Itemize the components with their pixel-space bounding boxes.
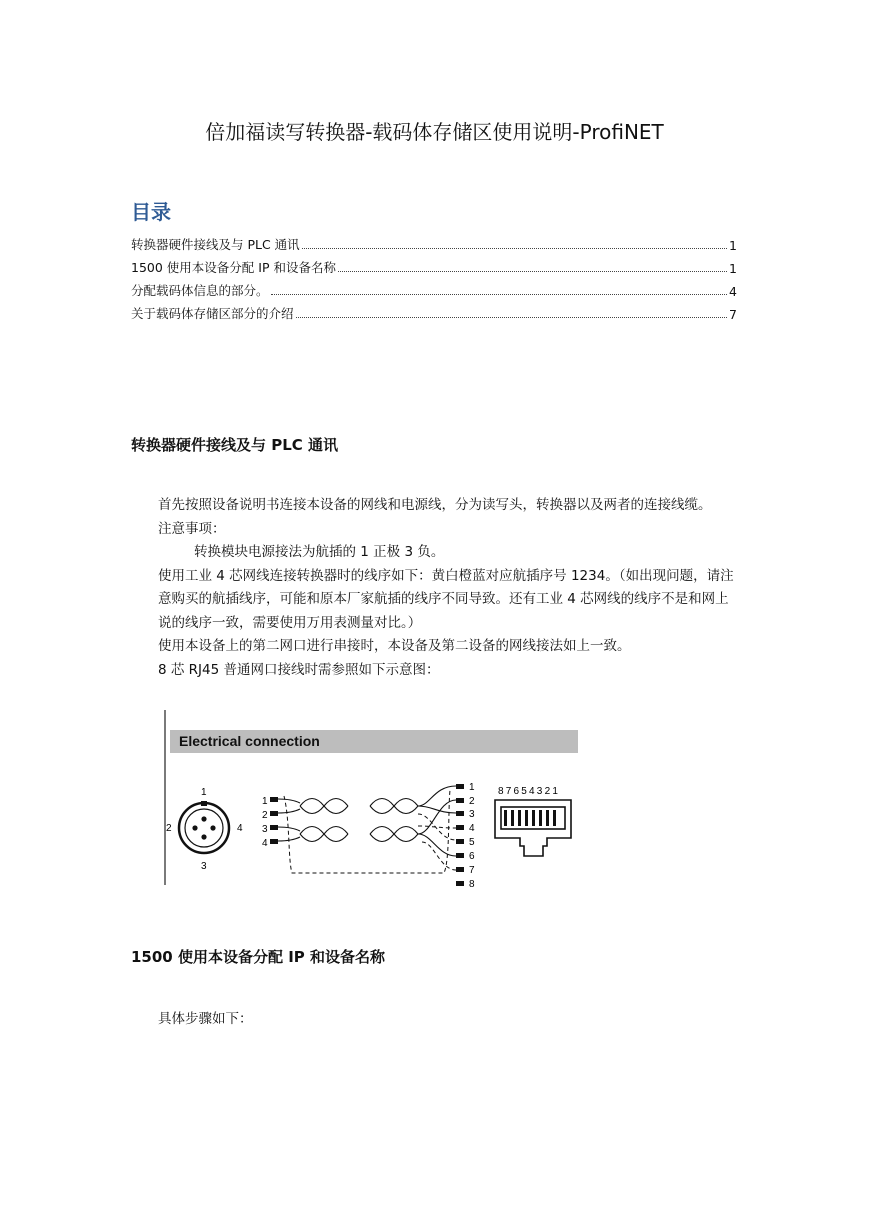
rj45-socket-icon (495, 800, 571, 856)
cable-right-pin-label: 8 (469, 879, 475, 890)
section-heading-ip-assignment: 1500 使用本设备分配 IP 和设备名称 (131, 948, 385, 966)
body-paragraph: 使用本设备上的第二网口进行串接时，本设备及第二设备的网线接法如上一致。 (158, 638, 631, 654)
toc-entry[interactable] (131, 302, 737, 322)
toc-entry-text: 转换器硬件接线及与 PLC 通讯 (131, 237, 300, 252)
diagram-header: Electrical connection (179, 733, 320, 749)
m12-connector-icon (179, 801, 229, 853)
section-body-hardware (158, 494, 740, 682)
document-title: 倍加福读写转换器-载码体存储区使用说明-ProfiNET (205, 120, 664, 144)
m12-pin-label: 4 (237, 823, 243, 834)
toc-entry[interactable] (131, 233, 737, 253)
electrical-connection-diagram (164, 710, 584, 896)
toc-leader-dots (271, 294, 728, 295)
body-paragraph: 具体步骤如下： (158, 1011, 253, 1027)
rj45-contacts (504, 810, 556, 826)
toc-leader-dots (302, 248, 727, 249)
section-body-ip-assignment (158, 1008, 740, 1032)
body-paragraph: 使用工业 4 芯网线连接转换器时的线序如下：黄白橙蓝对应航插序号 1234。（如出现问题，请注意购买的航插线序，可能和原本厂家航插的线序不同导致。还有工业 4 芯网线的线序不是和网上说的线序一致，需要使用万用表测量对比。） (158, 567, 734, 631)
toc-leader-dots (338, 271, 727, 272)
cable-left-pin-label: 2 (262, 810, 268, 821)
body-paragraph: 注意事项： (158, 520, 226, 537)
wiring-diagram-svg (164, 710, 584, 896)
cable-left-pin-label: 3 (262, 824, 268, 835)
section-heading-hardware: 转换器硬件接线及与 PLC 通讯 (131, 436, 339, 454)
cable-right-pin-label: 4 (469, 823, 475, 834)
toc-entry-text: 1500 使用本设备分配 IP 和设备名称 (131, 260, 336, 275)
cable-left-pin-label: 4 (262, 838, 268, 849)
cable-right-pin-label: 2 (469, 796, 475, 807)
m12-pin-label: 2 (166, 823, 172, 834)
cable-left-pin-label: 1 (262, 796, 268, 807)
cable-right-pin-label: 3 (469, 809, 475, 820)
cable-right-pin-label: 7 (469, 865, 475, 876)
cable-left-pins (262, 796, 278, 849)
cable-right-pin-label: 6 (469, 851, 475, 862)
toc-leader-dots (296, 317, 728, 318)
cable-right-pin-label: 1 (469, 782, 475, 793)
toc-entry-text: 分配载码体信息的部分。 (131, 283, 269, 298)
toc-entry[interactable] (131, 256, 737, 276)
rj45-pin-numbers: 87654321 (498, 786, 561, 797)
toc-entry-page: 1 (729, 238, 737, 253)
body-paragraph: 转换模块电源接法为航插的 1 正极 3 负。 (194, 544, 445, 560)
body-paragraph: 8 芯 RJ45 普通网口接线时需参照如下示意图： (158, 661, 440, 678)
m12-pin-label: 1 (201, 787, 207, 798)
toc-entry-page: 1 (729, 261, 737, 276)
toc-entry-page: 4 (729, 284, 737, 299)
toc-entry-page: 7 (729, 307, 737, 322)
toc-entry-text: 关于载码体存储区部分的介绍 (131, 306, 294, 321)
toc-entry[interactable] (131, 279, 737, 299)
shield-dashed-line (284, 790, 456, 873)
m12-pin-label: 3 (201, 861, 207, 872)
cable-right-pin-label: 5 (469, 837, 475, 848)
toc-heading: 目录 (131, 200, 171, 224)
cable-right-pins (456, 782, 475, 890)
body-paragraph: 首先按照设备说明书连接本设备的网线和电源线，分为读写头，转换器以及两者的连接线缆。 (158, 497, 712, 513)
